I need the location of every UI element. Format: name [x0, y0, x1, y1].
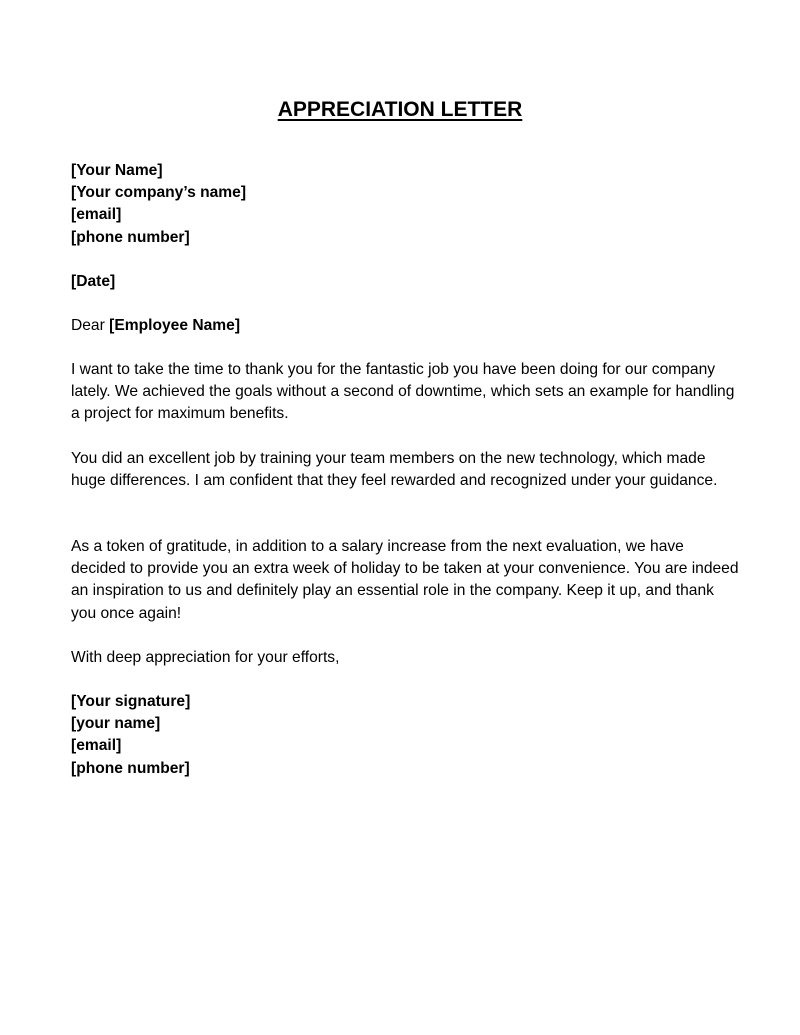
salutation: Dear: [71, 317, 105, 334]
signature-email: [email]: [71, 737, 122, 755]
closing-line: With deep appreciation for your efforts,: [71, 649, 340, 666]
body-paragraph-3: As a token of gratitude, in addition to a salary increase from the next evaluation, we have decided to provide you an extra week of holiday to be taken at your convenience. You are indeed an inspiration to us and definitely play an essential role in the company. Keep it up, and thank you once again!: [71, 538, 739, 622]
sender-email: [email]: [71, 206, 122, 224]
title-text: APPRECIATION LETTER: [277, 98, 523, 121]
greeting: [71, 315, 741, 337]
body-paragraph-2: You did an excellent job by training your team members on the new technology, which made huge differences. I am confident that they feel rewarded and recognized under your guidance.: [71, 450, 718, 490]
sender-name: [Your Name]: [71, 162, 163, 179]
sender-details: [71, 160, 741, 249]
sender-phone: [phone number]: [71, 228, 190, 246]
body-paragraph-1: I want to take the time to thank you for the fantastic job you have been doing for our company lately. We achieved the goals without a second of downtime, which sets an example for handling a project for maximum benefits.: [71, 361, 735, 423]
letter-date: [71, 271, 741, 293]
recipient-name: [Employee Name]: [109, 317, 241, 334]
signature-phone: [phone number]: [71, 759, 190, 777]
signature-name: [your name]: [71, 715, 161, 733]
signature-placeholder: [Your signature]: [71, 693, 191, 710]
date-text: [Date]: [71, 273, 116, 290]
page-title: [0, 96, 800, 124]
sender-company: [Your company’s name]: [71, 184, 247, 202]
signature-block: [71, 691, 741, 780]
